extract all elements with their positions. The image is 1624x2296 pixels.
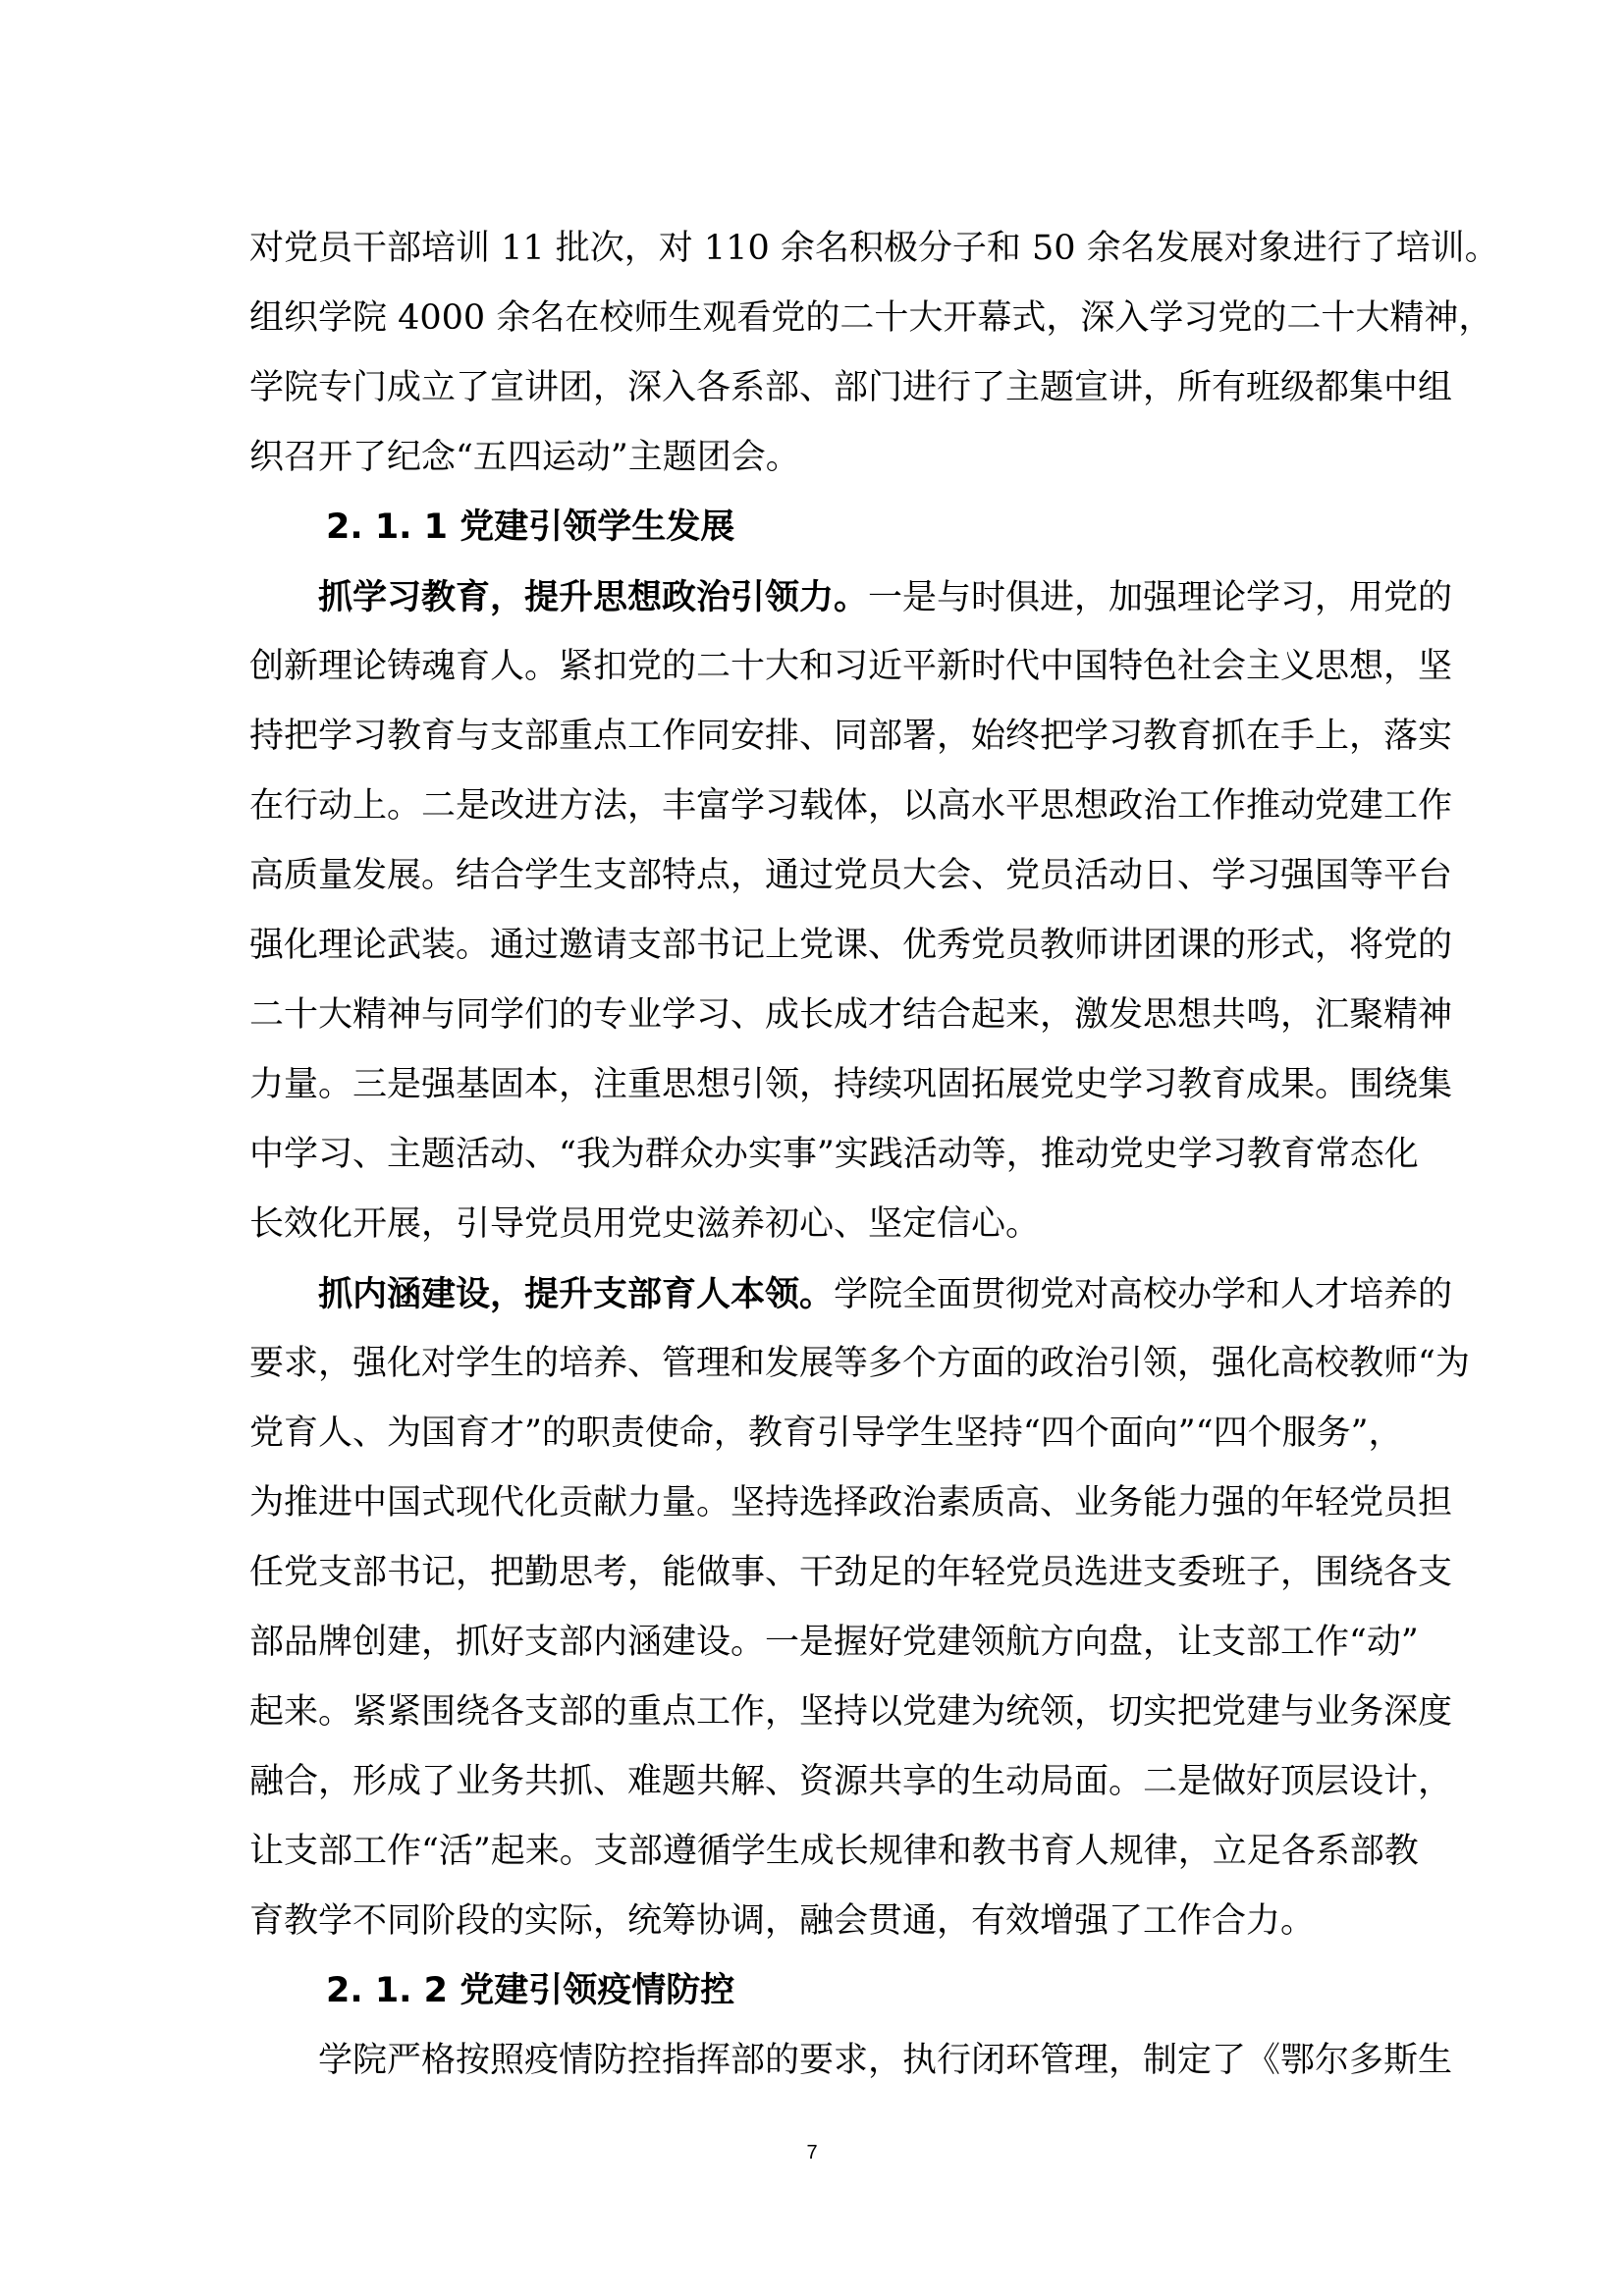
body-text-line: 在行动上。二是改进方法，丰富学习载体，以高水平思想政治工作推动党建工作 — [249, 786, 1453, 826]
body-text-line: 融合，形成了业务共抓、难题共解、资源共享的生动局面。二是做好顶层设计， — [249, 1762, 1453, 1801]
body-text-line: 起来。紧紧围绕各支部的重点工作，坚持以党建为统领，切实把党建与业务深度 — [249, 1692, 1453, 1732]
body-text-line: 中学习、主题活动、“我为群众办实事”实践活动等，推动党史学习教育常态化 — [249, 1135, 1419, 1174]
body-text-line: 对党员干部培训 11 批次，对 110 余名积极分子和 50 余名发展对象进行了培训。 — [249, 229, 1499, 268]
body-text-line: 力量。三是强基固本，注重思想引领，持续巩固拓展党史学习教育成果。围绕集 — [249, 1065, 1453, 1104]
body-text-line: 部品牌创建，抓好支部内涵建设。一是握好党建领航方向盘，让支部工作“动” — [249, 1623, 1419, 1662]
body-text-line: 织召开了纪念“五四运动”主题团会。 — [249, 438, 800, 477]
body-text-line: 学院专门成立了宣讲团，深入各系部、部门进行了主题宣讲，所有班级都集中组 — [249, 368, 1453, 407]
section-heading-2-1-2: 2. 1. 2 党建引领疫情防控 — [326, 1971, 735, 2010]
body-text-line: 强化理论武装。通过邀请支部书记上党课、优秀党员教师讲团课的形式，将党的 — [249, 926, 1453, 965]
body-text-line: 为推进中国式现代化贡献力量。坚持选择政治素质高、业务能力强的年轻党员担 — [249, 1483, 1453, 1522]
body-text-line: 持把学习教育与支部重点工作同安排、同部署，始终把学习教育抓在手上，落实 — [249, 717, 1453, 756]
body-text-line: 要求，强化对学生的培养、管理和发展等多个方面的政治引领，强化高校教师“为 — [249, 1344, 1470, 1383]
page-body — [249, 214, 1499, 2096]
paragraph-lead-bold: 抓学习教育，提升思想政治引领力。 — [318, 577, 869, 617]
paragraph-lead-bold: 抓内涵建设，提升支部育人本领。 — [318, 1274, 835, 1314]
body-text-line: 让支部工作“活”起来。支部遵循学生成长规律和教书育人规律，立足各系部教 — [249, 1832, 1419, 1871]
paragraph-first-line — [249, 1259, 1453, 1329]
body-text-line: 学院严格按照疫情防控指挥部的要求，执行闭环管理，制定了《鄂尔多斯生 — [318, 2041, 1453, 2080]
body-text-line: 组织学院 4000 余名在校师生观看党的二十大开幕式，深入学习党的二十大精神， — [249, 298, 1493, 338]
body-text-line: 高质量发展。结合学生支部特点，通过党员大会、党员活动日、学习强国等平台 — [249, 856, 1453, 895]
paragraph-first-rest: 一是与时俱进，加强理论学习，用党的 — [868, 578, 1453, 617]
paragraph-first-line — [249, 562, 1453, 632]
body-text-line: 二十大精神与同学们的专业学习、成长成才结合起来，激发思想共鸣，汇聚精神 — [249, 995, 1453, 1035]
section-heading-2-1-1: 2. 1. 1 党建引领学生发展 — [326, 507, 735, 547]
paragraph-first-rest: 学院全面贯彻党对高校办学和人才培养的 — [834, 1275, 1453, 1314]
body-text-line: 育教学不同阶段的实际，统筹协调，融会贯通，有效增强了工作合力。 — [249, 1901, 1316, 1941]
body-text-line: 党育人、为国育才”的职责使命，教育引导学生坚持“四个面向”“四个服务”， — [249, 1414, 1403, 1453]
body-text-line: 任党支部书记，把勤思考，能做事、干劲足的年轻党员选进支委班子，围绕各支 — [249, 1553, 1453, 1592]
body-text-line: 长效化开展，引导党员用党史滋养初心、坚定信心。 — [249, 1204, 1041, 1244]
page-number: 7 — [806, 2142, 818, 2163]
body-text-line: 创新理论铸魂育人。紧扣党的二十大和习近平新时代中国特色社会主义思想，坚 — [249, 647, 1453, 686]
